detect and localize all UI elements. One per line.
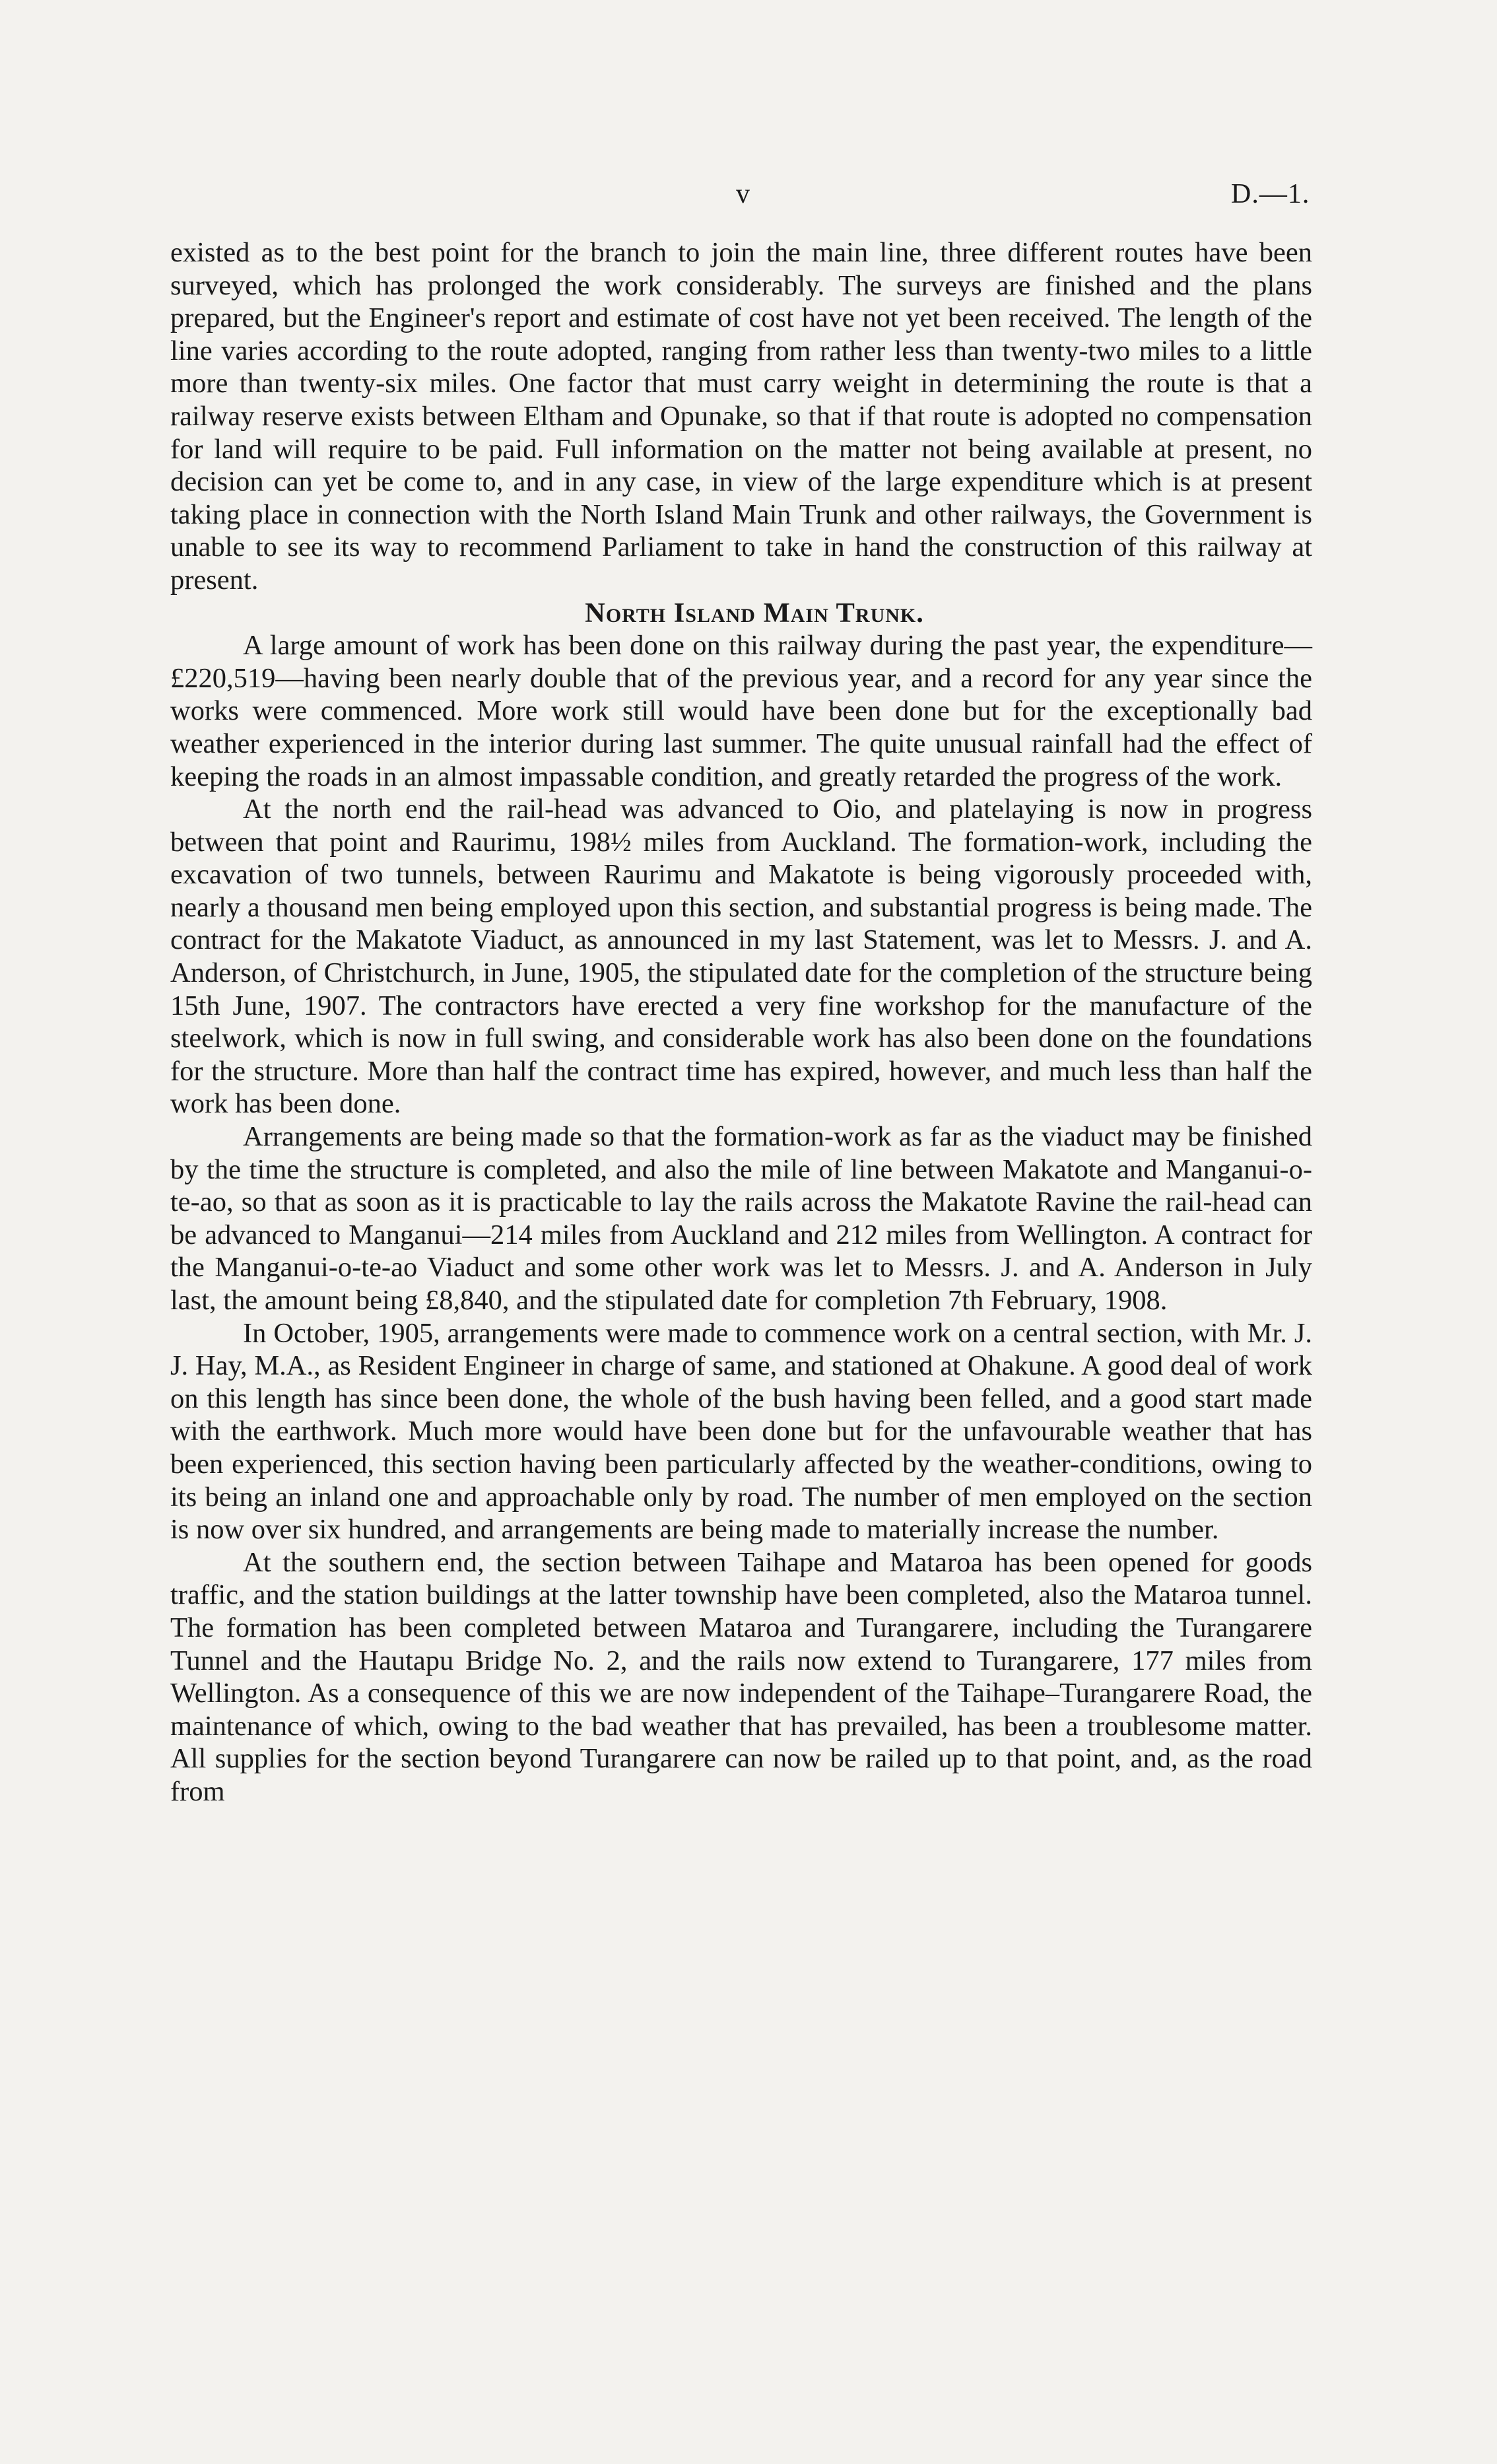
paragraph-southern-end: At the southern end, the section between Taihape and Mataroa has been opened for goods traffic, and the station buildings at the latter township have been completed, also the Mataroa tunnel. The formation has been completed between Mataroa and Turangarere, including the Turangarere Tunnel and the Hautapu Bridge No. 2, and the rails now extend to Turangarere, 177 miles from Wellington. As a consequence of this we are now independent of the Taihape–Turangarere Road, the maintenance of which, owing to the bad weather that has prevailed, has been a troublesome matter. All supplies for the section beyond Turangarere can now be railed up to that point, and, as the road from [170,1546,1312,1807]
paragraph-continued: existed as to the best point for the branch to join the main line, three different routes have been surveyed, which has prolonged the work considerably. The surveys are finished and the plans prepared, but the Engineer's report and estimate of cost have not yet been received. The length of the line varies according to the route adopted, ranging from rather less than twenty-two miles to a little more than twenty-six miles. One factor that must carry weight in determining the route is that a railway reserve exists between Eltham and Opunake, so that if that route is adopted no compensation for land will require to be paid. Full information on the matter not being available at present, no decision can yet be come to, and in any case, in view of the large expenditure which is at present taking place in connection with the North Island Main Trunk and other railways, the Government is unable to see its way to recommend Parliament to take in hand the construction of this railway at present. [170,237,1312,596]
paragraph-expenditure: A large amount of work has been done on this railway during the past year, the expenditure—£220,519—having been nearly double that of the previous year, and a record for any year since the works were commenced. More work still would have been done but for the exceptionally bad weather experienced in the interior during last summer. The quite unusual rainfall had the effect of keeping the roads in an almost impassable condition, and greatly retarded the progress of the work. [170,630,1312,792]
paragraph-central-section: In October, 1905, arrangements were made to commence work on a central section, with Mr. J. J. Hay, M.A., as Resident Engineer in charge of same, and stationed at Ohakune. A good deal of work on this length has since been done, the whole of the bush having been felled, and a good start made with the earthwork. Much more would have been done but for the unfavourable weather that has been experienced, this section having been particularly affected by the weather-conditions, owing to its being an inland one and approachable only by road. The number of men employed on the section is now over six hundred, and arrangements are being made to materially increase the number. [170,1317,1312,1546]
paragraph-arrangements: Arrangements are being made so that the formation-work as far as the viaduct may be finished by the time the structure is completed, and also the mile of line between Makatote and Manganui-o-te-ao, so that as soon as it is practicable to lay the rails across the Makatote Ravine the rail-head can be advanced to Manganui—214 miles from Auckland and 212 miles from Wellington. A contract for the Manganui-o-te-ao Viaduct and some other work was let to Messrs. J. and A. Anderson in July last, the amount being £8,840, and the stipulated date for completion 7th February, 1908. [170,1121,1312,1316]
paragraph-north-end: At the north end the rail-head was advanced to Oio, and platelaying is now in progress between that point and Raurimu, 198½ miles from Auckland. The formation-work, including the excavation of two tunnels, between Raurimu and Makatote is being vigorously proceeded with, nearly a thousand men being employed upon this section, and substantial progress is being made. The contract for the Makatote Viaduct, as announced in my last Statement, was let to Messrs. J. and A. Anderson, of Christchurch, in June, 1905, the stipulated date for the completion of the structure being 15th June, 1907. The contractors have erected a very fine workshop for the manufacture of the steelwork, which is now in full swing, and considerable work has also been done on the foundations for the structure. More than half the contract time has expired, however, and much less than half the work has been done. [170,794,1312,1120]
section-heading: North Island Main Trunk. [585,597,924,629]
page-number: v [736,179,750,209]
page-header [0,178,1497,218]
body-text [170,236,1312,1808]
document-code: D.—1. [1231,179,1310,209]
